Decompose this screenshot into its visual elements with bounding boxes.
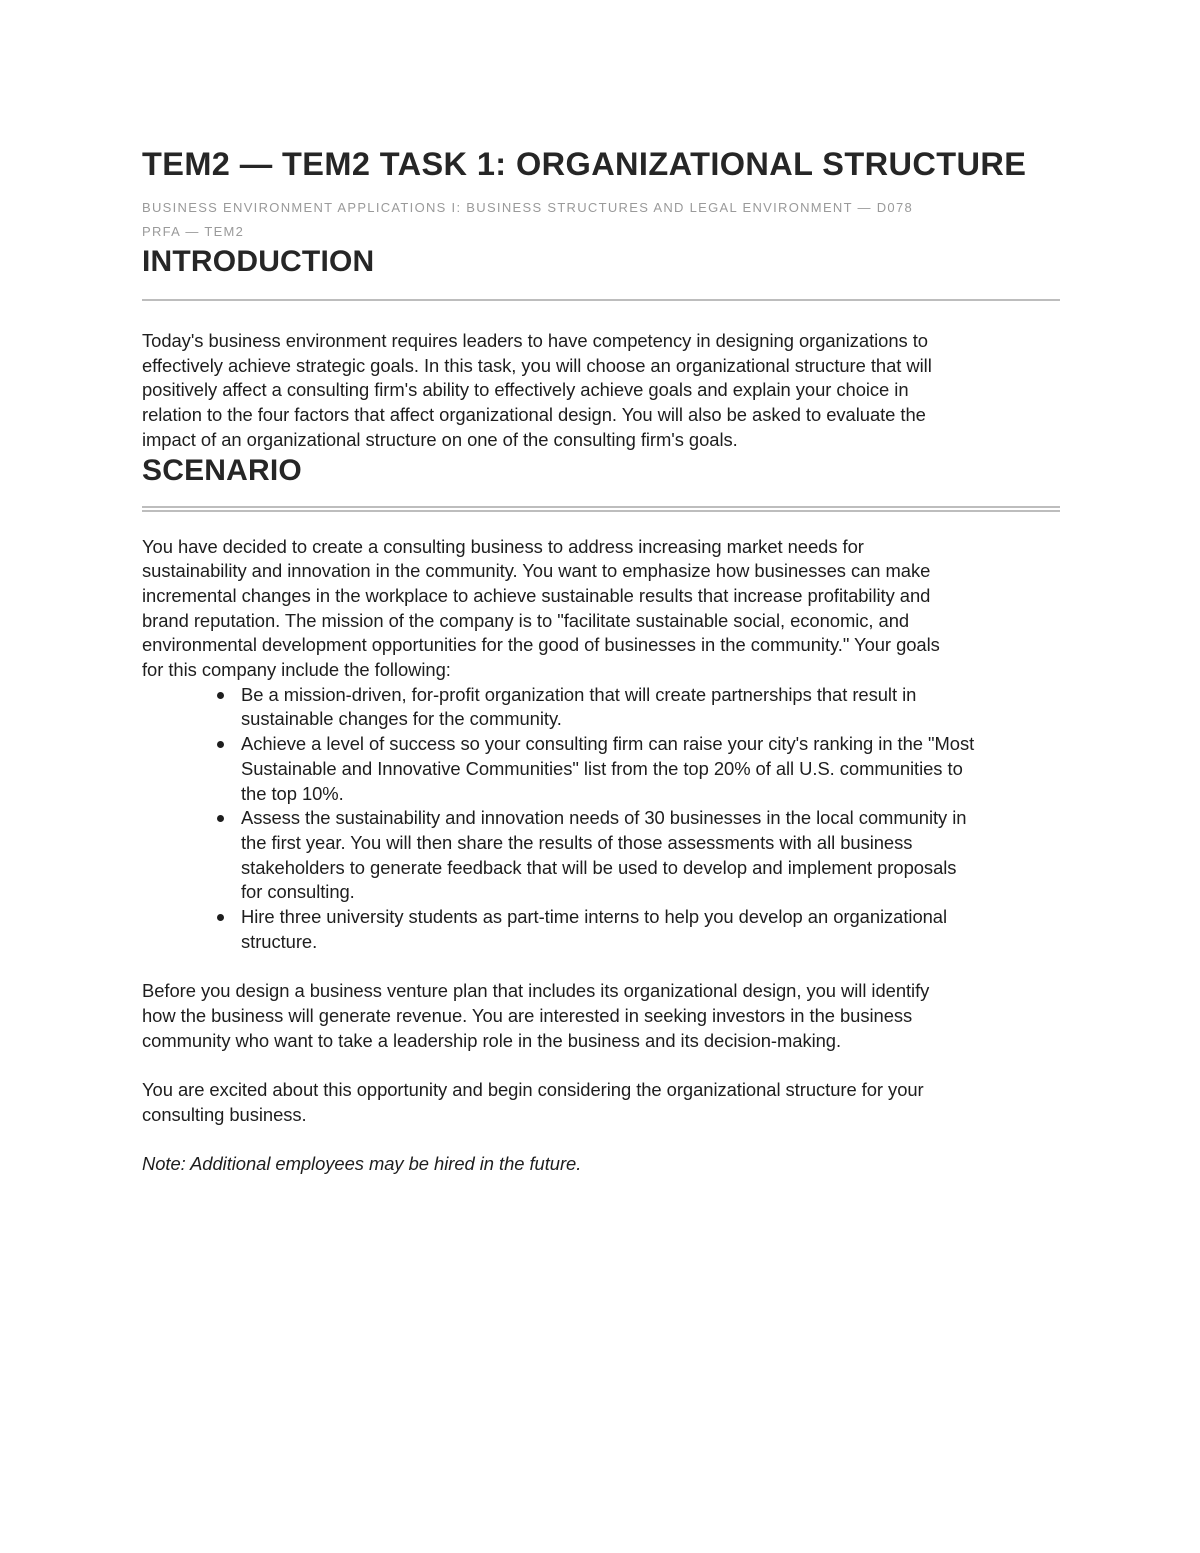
bullet-icon — [217, 914, 224, 921]
note-paragraph — [142, 1152, 1060, 1177]
opportunity-paragraph — [142, 1078, 1060, 1127]
text-line: relation to the four factors that affect organizational design. You will also be asked to evaluate the — [142, 404, 926, 426]
list-item — [142, 905, 1060, 954]
section-divider — [142, 506, 1060, 512]
revenue-paragraph — [142, 979, 1060, 1053]
paragraph-spacer — [142, 1053, 1060, 1078]
text-line: Note: Additional employees may be hired in the future. — [142, 1153, 582, 1175]
text-line: positively affect a consulting firm's ability to effectively achieve goals and explain your choice in — [142, 379, 909, 401]
introduction-paragraph — [142, 329, 1060, 453]
text-line: structure. — [241, 930, 318, 952]
text-line: Before you design a business venture plan that includes its organizational design, you will identify — [142, 980, 930, 1002]
document-title: TEM2 — TEM2 TASK 1: ORGANIZATIONAL STRUCTURE — [142, 146, 1027, 182]
paragraph-spacer — [142, 954, 1060, 979]
text-line: effectively achieve strategic goals. In this task, you will choose an organizational structure that will — [142, 354, 932, 376]
scenario-heading: SCENARIO — [142, 453, 302, 487]
scenario-intro-paragraph — [142, 535, 1060, 683]
text-line: the first year. You will then share the results of those assessments with all business — [241, 831, 913, 853]
text-line: Hire three university students as part-time interns to help you develop an organizational — [241, 906, 948, 928]
text-line: sustainability and innovation in the community. You want to emphasize how businesses can make — [142, 560, 931, 582]
bullet-icon — [217, 741, 224, 748]
paragraph-spacer — [142, 1127, 1060, 1152]
list-item — [142, 732, 1060, 806]
text-line: for consulting. — [241, 881, 355, 903]
text-line: the top 10%. — [241, 782, 344, 804]
document-page — [142, 142, 1060, 1177]
text-line: Assess the sustainability and innovation needs of 30 businesses in the local community in — [241, 807, 967, 829]
text-line: impact of an organizational structure on one of the consulting firm's goals. — [142, 428, 738, 450]
introduction-heading: INTRODUCTION — [142, 245, 375, 278]
text-line: how the business will generate revenue. You are interested in seeking investors in the business — [142, 1004, 913, 1026]
text-line: for this company include the following: — [142, 659, 451, 681]
text-line: Achieve a level of success so your consulting firm can raise your city's ranking in the "Most — [241, 733, 975, 755]
text-line: Be a mission-driven, for-profit organization that will create partnerships that result in — [241, 683, 917, 705]
text-line: brand reputation. The mission of the company is to "facilitate sustainable social, economic, and — [142, 609, 910, 631]
text-line: environmental development opportunities for the good of businesses in the community." Your goals — [142, 634, 940, 656]
list-item — [142, 683, 1060, 732]
text-line: Today's business environment requires leaders to have competency in designing organizations to — [142, 330, 928, 351]
text-line: You have decided to create a consulting business to address increasing market needs for — [142, 535, 864, 557]
section-divider — [142, 299, 1060, 301]
bullet-icon — [217, 692, 224, 699]
text-line: consulting business. — [142, 1103, 307, 1125]
text-line: stakeholders to generate feedback that will be used to develop and implement proposals — [241, 856, 957, 878]
course-code: PRFA — TEM2 — [142, 224, 245, 239]
bullet-icon — [217, 815, 224, 822]
text-line: You are excited about this opportunity and begin considering the organizational structure for your — [142, 1078, 924, 1100]
text-line: Sustainable and Innovative Communities" list from the top 20% of all U.S. communities to — [241, 757, 963, 779]
list-item — [142, 806, 1060, 905]
text-line: sustainable changes for the community. — [241, 708, 562, 730]
text-line: community who want to take a leadership role in the business and its decision-making. — [142, 1029, 842, 1051]
text-line: incremental changes in the workplace to achieve sustainable results that increase profitability and — [142, 584, 931, 606]
goals-list — [142, 683, 1060, 955]
course-subtitle: BUSINESS ENVIRONMENT APPLICATIONS I: BUSINESS STRUCTURES AND LEGAL ENVIRONMENT — D078 — [142, 200, 914, 215]
